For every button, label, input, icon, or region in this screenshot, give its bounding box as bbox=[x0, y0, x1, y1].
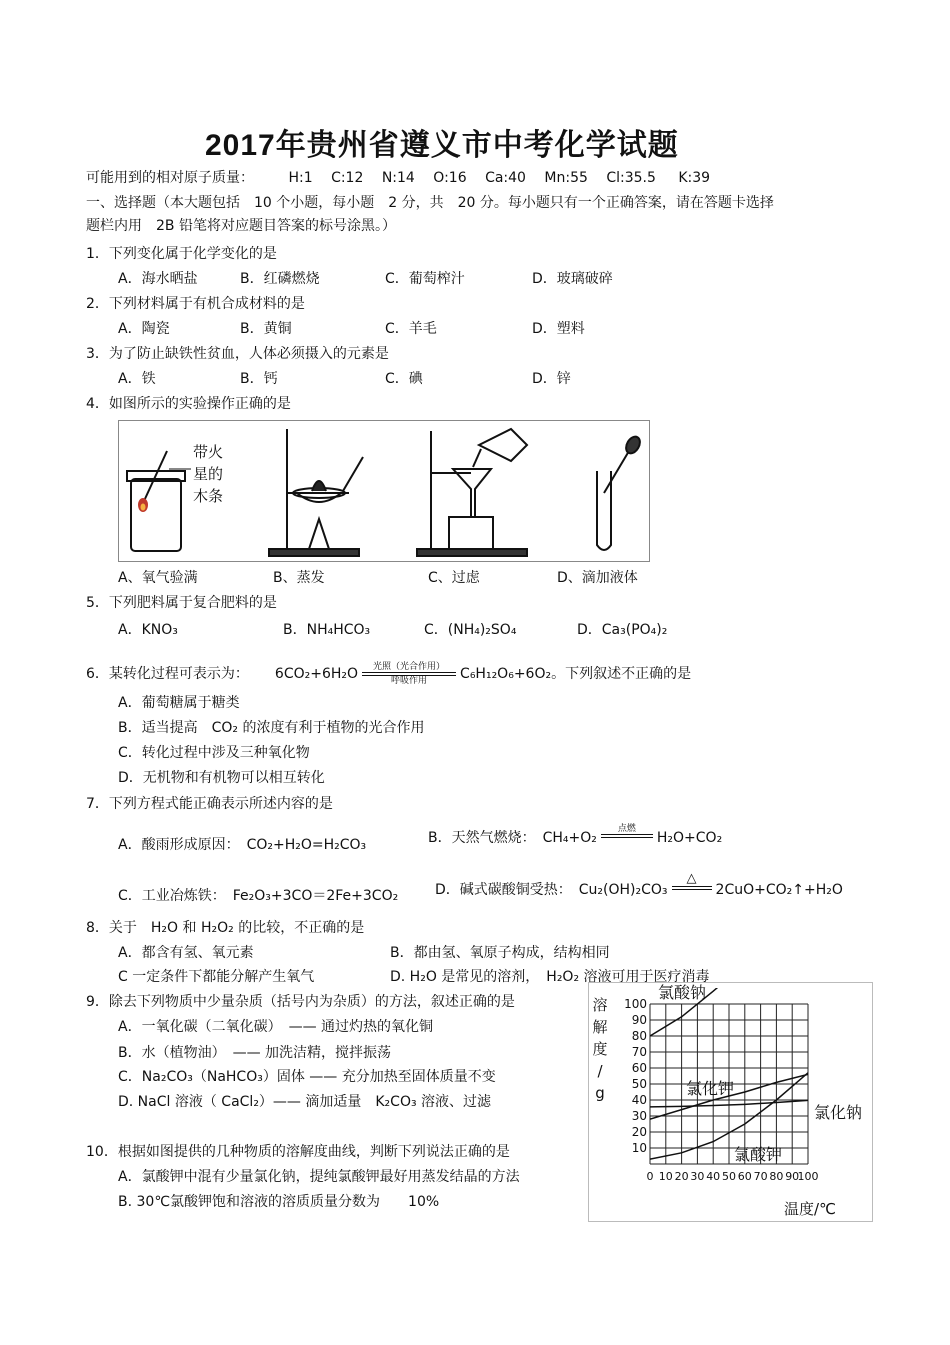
q3-option-b: B．钙 bbox=[240, 371, 278, 387]
q7-b-arrow bbox=[601, 824, 653, 848]
y-tick-label: 20 bbox=[631, 1125, 647, 1139]
q4-apparatus-figure bbox=[118, 420, 650, 562]
q9-stem: 9．除去下列物质中少量杂质（括号内为杂质）的方法，叙述正确的是 bbox=[86, 994, 515, 1010]
q6-option-a: A．葡萄糖属于糖类 bbox=[118, 695, 240, 711]
q7-option-b bbox=[428, 824, 722, 848]
match-label-1: 带火 bbox=[193, 443, 224, 461]
q10-option-a: A．氯酸钾中混有少量氯化钠，提纯氯酸钾最好用蒸发结晶的方法 bbox=[118, 1169, 520, 1185]
q6-reaction-arrow bbox=[362, 662, 456, 686]
y-tick-label: 30 bbox=[631, 1109, 647, 1123]
q1-option-a: A．海水晒盐 bbox=[118, 271, 198, 287]
dropper-tube-icon bbox=[597, 434, 643, 550]
q6-option-c: C．转化过程中涉及三种氧化物 bbox=[118, 745, 310, 761]
filtration-stand-icon bbox=[417, 429, 527, 556]
section-instructions-line2: 题栏内用 2B 铅笔将对应题目答案的标号涂黑。） bbox=[86, 218, 396, 234]
y-tick-label: 40 bbox=[631, 1093, 647, 1107]
y-tick-label: 60 bbox=[631, 1061, 647, 1075]
q3-option-a: A．铁 bbox=[118, 371, 156, 387]
x-tick-label: 20 bbox=[674, 1170, 689, 1183]
q5-stem: 5．下列肥料属于复合肥料的是 bbox=[86, 595, 277, 611]
q7-b-left: B．天然气燃烧： CH₄+O₂ bbox=[428, 830, 597, 847]
atomic-mass-o: O:16 bbox=[433, 170, 467, 186]
q2-option-a: A．陶瓷 bbox=[118, 321, 170, 337]
y-tick-label: 70 bbox=[631, 1045, 647, 1059]
q7-d-condition: △ bbox=[686, 871, 697, 886]
x-tick-label: 60 bbox=[737, 1170, 752, 1183]
y-axis-label-char: 解 bbox=[592, 1018, 608, 1036]
q1-option-d: D．玻璃破碎 bbox=[532, 271, 613, 287]
oxygen-bottle-icon bbox=[127, 451, 191, 551]
q7-option-c: C．工业冶炼铁： Fe₂O₃+3CO＝2Fe+3CO₂ bbox=[118, 888, 399, 904]
q7-d-arrow bbox=[672, 872, 712, 900]
q2-option-c: C．羊毛 bbox=[385, 321, 437, 337]
series-label-1: 氯化钾 bbox=[686, 1079, 735, 1098]
atomic-mass-h: H:1 bbox=[288, 170, 313, 186]
q5-option-c: C．(NH₄)₂SO₄ bbox=[424, 622, 517, 638]
y-axis-label-char: g bbox=[595, 1084, 605, 1102]
atomic-mass-mn: Mn:55 bbox=[544, 170, 588, 186]
solubility-chart-svg bbox=[588, 982, 873, 1222]
q2-stem: 2．下列材料属于有机合成材料的是 bbox=[86, 296, 305, 312]
q4-option-c: C、过虑 bbox=[428, 570, 480, 586]
x-tick-label: 100 bbox=[797, 1170, 819, 1183]
q5-option-a: A．KNO₃ bbox=[118, 622, 178, 638]
q8-option-d: D. H₂O 是常见的溶剂， H₂O₂ 溶液可用于医疗消毒 bbox=[390, 969, 710, 985]
q2-option-d: D．塑料 bbox=[532, 321, 585, 337]
q6-right-side: C₆H₁₂O₆+6O₂。下列叙述不正确的是 bbox=[460, 665, 692, 682]
q3-option-c: C．碘 bbox=[385, 371, 423, 387]
series-label-2: 氯化钠 bbox=[814, 1103, 863, 1122]
atomic-mass-c: C:12 bbox=[331, 170, 364, 186]
x-axis-label: 温度/℃ bbox=[784, 1200, 836, 1218]
q4-stem: 4．如图所示的实验操作正确的是 bbox=[86, 396, 291, 412]
q7-d-right: 2CuO+CO₂↑+H₂O bbox=[715, 882, 843, 899]
q7-b-right: H₂O+CO₂ bbox=[656, 830, 723, 847]
q10-stem: 10．根据如图提供的几种物质的溶解度曲线，判断下列说法正确的是 bbox=[86, 1144, 510, 1160]
x-tick-label: 40 bbox=[706, 1170, 721, 1183]
q6-option-b: B．适当提高 CO₂ 的浓度有利于植物的光合作用 bbox=[118, 720, 425, 736]
q8-stem: 8．关于 H₂O 和 H₂O₂ 的比较，不正确的是 bbox=[86, 920, 365, 936]
q5-option-b: B．NH₄HCO₃ bbox=[283, 622, 371, 638]
y-tick-label: 80 bbox=[631, 1029, 647, 1043]
y-axis-label-char: / bbox=[597, 1062, 603, 1080]
x-tick-label: 90 bbox=[785, 1170, 800, 1183]
q6-option-d: D．无机物和有机物可以相互转化 bbox=[118, 770, 325, 786]
q9-option-a: A．一氧化碳（二氧化碳） —— 通过灼热的氧化铜 bbox=[118, 1019, 434, 1035]
q9-option-d: D. NaCl 溶液（ CaCl₂）—— 滴加适量 K₂CO₃ 溶液、过滤 bbox=[118, 1094, 492, 1110]
match-label-2: 星的 bbox=[193, 465, 224, 483]
y-tick-label: 90 bbox=[631, 1013, 647, 1027]
atomic-mass-ca: Ca:40 bbox=[485, 170, 526, 186]
q1-stem: 1．下列变化属于化学变化的是 bbox=[86, 246, 277, 262]
q7-d-left: D．碱式碳酸铜受热： Cu₂(OH)₂CO₃ bbox=[435, 882, 668, 899]
apparatus-illustration bbox=[119, 421, 649, 561]
q6-stem bbox=[86, 662, 691, 686]
match-label-3: 木条 bbox=[193, 487, 224, 505]
y-axis-label-char: 度 bbox=[592, 1040, 608, 1058]
x-tick-label: 80 bbox=[769, 1170, 784, 1183]
atomic-mass-label: 可能用到的相对原子质量： bbox=[86, 170, 254, 186]
q6-prefix: 6．某转化过程可表示为： bbox=[86, 665, 249, 682]
atomic-mass-n: N:14 bbox=[381, 170, 415, 186]
y-tick-label: 10 bbox=[631, 1141, 647, 1155]
atomic-mass-line bbox=[86, 170, 710, 187]
q9-option-b: B．水（植物油） —— 加洗洁精，搅拌振荡 bbox=[118, 1045, 392, 1061]
evaporation-stand-icon bbox=[269, 429, 363, 556]
q4-option-d: D、滴加液体 bbox=[557, 570, 638, 586]
y-axis-label-char: 溶 bbox=[592, 996, 608, 1014]
solubility-chart bbox=[588, 982, 873, 1222]
q7-b-condition: 点燃 bbox=[617, 824, 636, 834]
x-tick-label: 0 bbox=[646, 1170, 654, 1183]
q1-option-b: B．红磷燃烧 bbox=[240, 271, 320, 287]
q10-option-b: B. 30℃氯酸钾饱和溶液的溶质质量分数为 10% bbox=[118, 1194, 440, 1210]
q5-option-d: D．Ca₃(PO₄)₂ bbox=[577, 622, 668, 638]
q4-option-b: B、蒸发 bbox=[273, 570, 325, 586]
q7-option-d bbox=[435, 872, 843, 900]
x-tick-label: 10 bbox=[658, 1170, 673, 1183]
q8-option-b: B．都由氢、氧原子构成，结构相同 bbox=[390, 945, 610, 961]
series-label-0: 氯酸钠 bbox=[658, 983, 707, 1002]
x-tick-label: 50 bbox=[722, 1170, 736, 1183]
y-tick-label: 50 bbox=[631, 1077, 647, 1091]
page-title: 2017年贵州省遵义市中考化学试题 bbox=[205, 129, 679, 162]
atomic-mass-cl: Cl:35.5 bbox=[606, 170, 656, 186]
atomic-mass-k: K:39 bbox=[678, 170, 711, 186]
q6-left-side: 6CO₂+6H₂O bbox=[274, 665, 359, 682]
q1-option-c: C．葡萄榨汁 bbox=[385, 271, 465, 287]
series-label-3: 氯酸钾 bbox=[734, 1145, 783, 1164]
x-tick-label: 70 bbox=[753, 1170, 768, 1183]
q7-stem: 7．下列方程式能正确表示所述内容的是 bbox=[86, 796, 333, 812]
q2-option-b: B．黄铜 bbox=[240, 321, 292, 337]
q3-option-d: D．锌 bbox=[532, 371, 571, 387]
q3-stem: 3．为了防止缺铁性贫血，人体必须摄入的元素是 bbox=[86, 346, 389, 362]
q9-option-c: C．Na₂CO₃（NaHCO₃）固体 —— 充分加热至固体质量不变 bbox=[118, 1069, 496, 1085]
y-tick-label: 100 bbox=[624, 997, 647, 1011]
q8-option-c: C 一定条件下都能分解产生氧气 bbox=[118, 969, 315, 985]
q6-condition-bottom: 呼吸作用 bbox=[391, 676, 428, 686]
section-instructions-line1: 一、选择题（本大题包括 10 个小题，每小题 2 分，共 20 分。每小题只有一个正确答案，请在答题卡选择 bbox=[86, 195, 774, 211]
q8-option-a: A．都含有氢、氧元素 bbox=[118, 945, 254, 961]
x-tick-label: 30 bbox=[690, 1170, 705, 1183]
q6-condition-top: 光照（光合作用） bbox=[373, 662, 446, 672]
q7-option-a: A．酸雨形成原因： CO₂+H₂O=H₂CO₃ bbox=[118, 837, 367, 853]
q4-option-a: A、氧气验满 bbox=[118, 570, 198, 586]
